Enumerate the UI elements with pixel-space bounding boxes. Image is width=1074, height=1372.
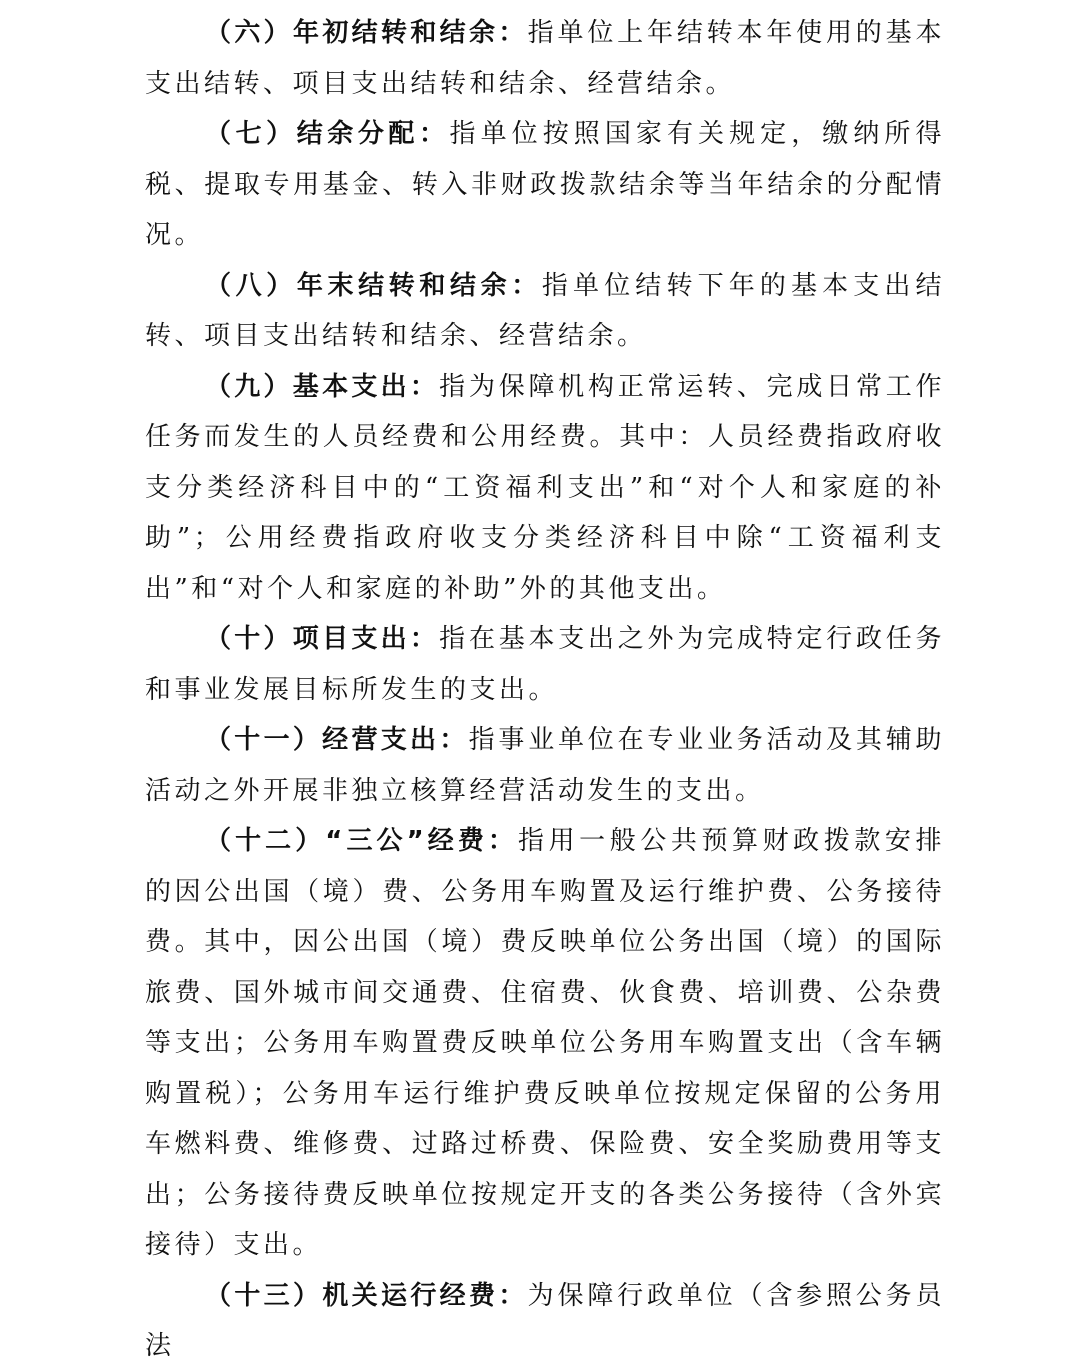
term-heading: （六）年初结转和结余： xyxy=(205,18,528,48)
term-heading: （十二）“三公”经费： xyxy=(205,826,518,856)
paragraph-text: 指单位按照国家有关规定，缴纳所得税、提取专用基金、转入非财政拨款结余等当年结余的分配情况。 xyxy=(145,119,945,250)
paragraph-9 xyxy=(145,362,945,615)
paragraph-text: 指事业单位在专业业务活动及其辅助活动之外开展非独立核算经营活动发生的支出。 xyxy=(145,725,945,806)
paragraph-7 xyxy=(145,109,945,261)
paragraph-text: 指单位结转下年的基本支出结转、项目支出结转和结余、经营结余。 xyxy=(145,270,945,351)
term-heading: （十）项目支出： xyxy=(205,624,440,654)
paragraph-text: 指单位上年结转本年使用的基本支出结转、项目支出结转和结余、经营结余。 xyxy=(145,18,945,99)
paragraph-text: 指在基本支出之外为完成特定行政任务和事业发展目标所发生的支出。 xyxy=(145,624,945,705)
paragraph-10 xyxy=(145,614,945,715)
term-heading: （八）年末结转和结余： xyxy=(205,270,542,301)
paragraph-text: 为保障行政单位（含参照公务员法 xyxy=(145,1280,945,1361)
paragraph-13 xyxy=(145,1271,945,1372)
term-heading: （九）基本支出： xyxy=(205,371,440,402)
term-heading: （七）结余分配： xyxy=(205,119,450,149)
paragraph-text: 指为保障机构正常运转、完成日常工作任务而发生的人员经费和公用经费。其中：人员经费指政府收支分类经济科目中的“工资福利支出”和“对个人和家庭的补助”；公用经费指政府收支分类经济科目中除“工资福利支出”和“对个人和家庭的补助”外的其他支出。 xyxy=(145,371,945,604)
term-heading: （十一）经营支出： xyxy=(205,725,469,755)
paragraph-8 xyxy=(145,261,945,362)
paragraph-text: 指用一般公共预算财政拨款安排的因公出国（境）费、公务用车购置及运行维护费、公务接待费。其中，因公出国（境）费反映单位公务出国（境）的国际旅费、国外城市间交通费、住宿费、伙食费、培训费、公杂费等支出；公务用车购置费反映单位公务用车购置支出（含车辆购置税）；公务用车运行维护费反映单位按规定保留的公务用车燃料费、维修费、过路过桥费、保险费、安全奖励费用等支出；公务接待费反映单位按规定开支的各类公务接待（含外宾接待）支出。 xyxy=(145,826,945,1260)
paragraph-11 xyxy=(145,715,945,816)
paragraph-12 xyxy=(145,816,945,1271)
term-heading: （十三）机关运行经费： xyxy=(205,1280,528,1311)
document-body xyxy=(145,8,945,1372)
paragraph-6 xyxy=(145,8,945,109)
